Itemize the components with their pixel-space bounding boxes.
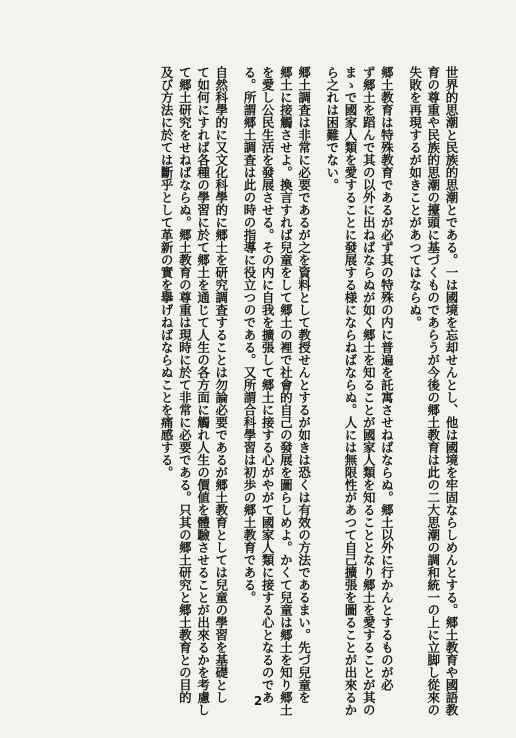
text-line: る。所謂郷土調査は此の時の指導に役立つのである。又所謂合科學習は初歩の郷土教育である。 [241,66,257,604]
text-line: 自然科學的に又文化科學的に郷土を研究調査することは勿論必要であるが郷土教育としては兒童の學習を基礎とし [213,66,229,704]
text-line: 郷土調査は非常に必要であるが之を資料として教授せんとするが如きは恐くは有效の方法であるまい。先づ兒童を [296,66,312,704]
paragraph-gap [313,66,323,666]
body-text [157,66,460,716]
text-line: 郷土に接觸させよ。換言すれば兒童をして郷土の裡で社會的自己の發展を圖らしめよ。かくて兒童は郷土を知り郷土 [278,66,294,716]
text-line: まゝで國家人類を愛することに發展する様にならねばならぬ。人には無限性があつて自己擴張を圖ることが出來るか [342,66,358,716]
text-line: 郷土教育は特殊教育であるが必ず其の特殊の内に普遍を託寓させねばならぬ。郷土以外に行かんとするものが必 [379,66,395,691]
paragraph-gap [395,66,405,666]
text-line: 育の尊重や民族的思潮の擡頭に基づくものであらうが今後の郷土教育は此の二大思潮の調和統一の上に立脚し從來の [425,66,441,716]
text-line: て郷土研究をせねばならぬ。郷土教育の尊重は現時に於て非常に必要である。只其の郷土研究と郷土教育との目的 [177,66,193,704]
text-line: ず郷土を蹈んで其の以外に出ねばならぬが如く郷土を知ることが國家人類を知ることとなり郷土を愛することが其の [361,66,377,716]
text-line: 失敗を再現するが如きことがあつてはならぬ。 [407,66,423,329]
text-line: て如何にすれば各種の學習に於て郷土を通じて人生の各方面に觸れ人生の價値を體驗させることが出來るかを考慮し [195,66,211,716]
text-line: 世界的思潮と民族的思潮とである。一は國境を忘却せんとし、他は國境を牢固ならしめんとする。郷土教育や國語教 [444,66,459,716]
paragraph-gap [230,66,240,666]
page-number: 2 [253,694,263,708]
text-line: を愛し公民生活を發展させる。その内に自我を擴張して郷土に接する心がやがて國家人類に接する心となるのであ [260,66,276,704]
text-line: 及び方法に於ては斷乎として革新の實を擧げねばならぬことを痛感する。 [159,66,175,479]
text-line: ら之れは困難でない。 [324,66,340,191]
